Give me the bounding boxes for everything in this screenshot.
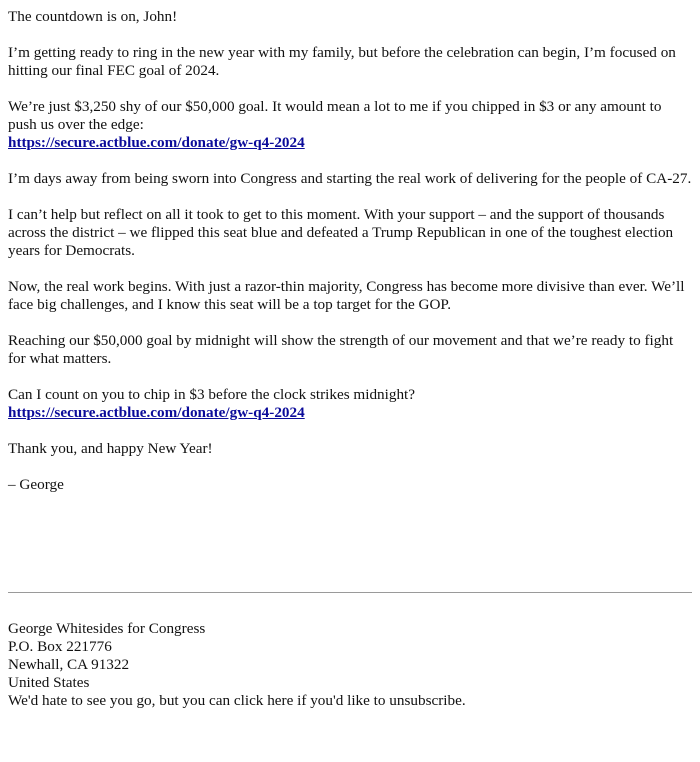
paragraph-midnight: Reaching our $50,000 goal by midnight will show the strength of our movement and that we’re ready to fight for what matters.: [8, 332, 674, 367]
goal-text: We’re just $3,250 shy of our $50,000 goal. It would mean a lot to me if you chipped in $3 or any amount to push us over the edge:: [8, 98, 662, 133]
paragraph-reflect: I can’t help but reflect on all it took to get to this moment. With your support – and the support of thousands across the district – we flipped this seat blue and defeated a Trump Republican in one of the toughest election years for Democrats.: [8, 206, 674, 259]
spacer: [8, 494, 692, 592]
closing: Thank you, and happy New Year!: [8, 440, 213, 457]
footer-country: United States: [8, 674, 90, 691]
footer-address-1: P.O. Box 221776: [8, 638, 112, 655]
footer-address-2: Newhall, CA 91322: [8, 656, 130, 673]
paragraph-intro: I’m getting ready to ring in the new year with my family, but before the celebration can begin, I’m focused on hitting our final FEC goal of 2024.: [8, 44, 676, 79]
greeting: The countdown is on, John!: [8, 8, 178, 25]
footer-org: George Whitesides for Congress: [8, 620, 206, 637]
footer: [8, 593, 692, 710]
paragraph-goal: [8, 98, 692, 152]
paragraph-congress: I’m days away from being sworn into Congress and starting the real work of delivering for the people of CA-27.: [8, 170, 692, 187]
paragraph-ask: [8, 386, 692, 422]
signature: – George: [8, 476, 64, 493]
ask-text: Can I count on you to chip in $3 before the clock strikes midnight?: [8, 386, 416, 403]
donate-link[interactable]: https://secure.actblue.com/donate/gw-q4-2024: [8, 134, 305, 151]
donate-link-2[interactable]: https://secure.actblue.com/donate/gw-q4-2024: [8, 404, 305, 421]
paragraph-work: Now, the real work begins. With just a razor-thin majority, Congress has become more divisive than ever. We’ll face big challenges, and I know this seat will be a top target for the GOP.: [8, 278, 685, 313]
unsubscribe-text[interactable]: We'd hate to see you go, but you can click here if you'd like to unsubscribe.: [8, 692, 466, 709]
